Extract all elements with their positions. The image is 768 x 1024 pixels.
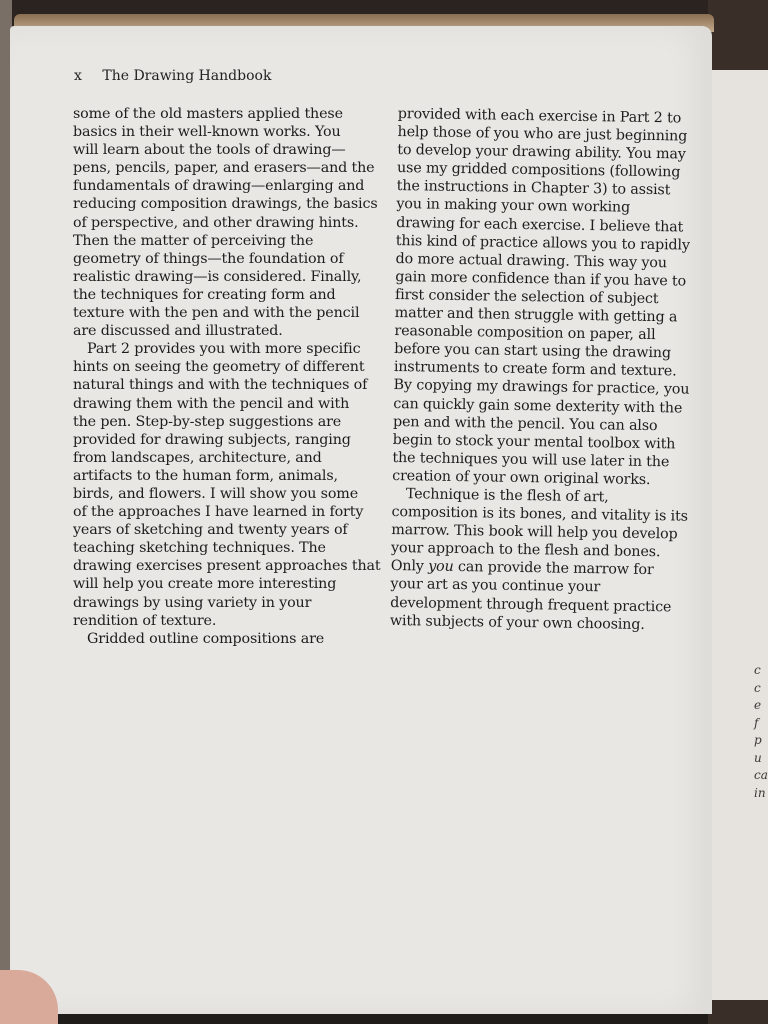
text-line: natural things and with the techniques of [73,377,368,394]
text-line: geometry of things—the foundation of [73,250,344,267]
text-line: artifacts to the human form, animals, [73,467,338,484]
left-text-column [73,105,381,648]
text-line: composition is its bones, and vitality is its [391,504,688,525]
facing-letter: p [754,733,762,747]
facing-letter: in [754,785,766,800]
text-line: creation of your own original works. [392,467,651,488]
facing-page-text [754,662,768,802]
text-line: of perspective, and other drawing hints. [73,214,359,231]
text-line: from landscapes, architecture, and [73,449,322,466]
paragraph-start-line: Technique is the flesh of art, [405,486,609,506]
text-line: texture with the pen and with the pencil [73,305,360,322]
text-line: marrow. This book will help you develop [391,522,678,543]
text-line: drawing exercises present approaches that [73,558,381,575]
text-line: reasonable composition on paper, all [394,323,656,344]
text-line: Then the matter of perceiving the [73,232,314,249]
text-line: will learn about the tools of drawing— [73,142,346,159]
book-title: The Drawing Handbook [102,68,272,84]
text-line: first consider the selection of subject [394,286,659,308]
text-line: pens, pencils, paper, and erasers—and the [73,160,375,177]
text-line: gain more confidence than if you have to [395,268,687,290]
text-line: development through frequent practice [390,594,672,615]
paragraph-start-line: Part 2 provides you with more specific [87,341,361,358]
text-line: the techniques for creating form and [73,286,336,303]
text-line: the instructions in Chapter 3) to assist [396,178,671,199]
text-line: use my gridded compositions (following [396,160,681,181]
text-line: this kind of practice allows you to rapidly [395,232,690,254]
facing-letter: c [754,680,761,695]
facing-letter: u [754,750,762,765]
facing-page [706,70,768,1000]
text-line: to develop your drawing ability. You may [397,142,686,163]
text-line: provided for drawing subjects, ranging [73,431,351,448]
page-number: x [74,68,82,84]
facing-letter: e [754,698,762,712]
text-line: your art as you continue your [390,576,601,596]
text-line: do more actual drawing. This way you [395,250,667,271]
facing-letter: ca [754,768,768,782]
text-line: provided with each exercise in Part 2 to [397,105,682,127]
text-line: before you can start using the drawing [394,341,672,362]
text-line: pen and with the pencil. You can also [392,413,658,434]
right-text-column [390,105,688,634]
text-line: teaching sketching techniques. The [73,540,326,557]
text-line: instruments to create form and texture. [393,359,677,380]
running-header [74,68,271,84]
paragraph-start-line: Gridded outline compositions are [87,630,325,647]
emphasized-word: you [427,558,454,576]
text-line: your approach to the flesh and bones. [390,540,661,561]
text-line: are discussed and illustrated. [73,323,283,340]
text-line: of the approaches I have learned in forty [73,504,364,521]
facing-letter: f [754,715,759,730]
text-line: help those of you who are just beginning [397,124,688,145]
facing-letter: c [754,663,761,677]
text-line: reducing composition drawings, the basics [73,196,378,213]
text-line: you in making your own working [396,196,631,217]
text-line: realistic drawing—is considered. Finally, [73,268,362,285]
text-line: fundamentals of drawing—enlarging and [73,178,365,195]
text-line: basics in their well-known works. You [73,124,341,141]
text-line: can quickly gain some dexterity with the [393,395,683,417]
text-fragment: Only [390,558,429,575]
text-line: hints on seeing the geometry of different [73,359,365,376]
text-line: rendition of texture. [73,612,217,629]
text-line: the techniques you will use later in the [392,449,670,471]
text-line: some of the old masters applied these [73,106,343,122]
text-line: will help you create more interesting [73,576,337,593]
text-line: drawings by using variety in your [73,594,312,611]
text-line: with subjects of your own choosing. [389,612,645,633]
text-line: By copying my drawings for practice, you [393,377,690,399]
text-line: matter and then struggle with getting a [394,305,678,326]
text-line: begin to stock your mental toolbox with [392,431,676,453]
text-line: drawing them with the pencil and with [73,395,350,412]
text-line: years of sketching and twenty years of [73,522,348,539]
text-line: drawing for each exercise. I believe that [396,214,684,236]
text-line: birds, and flowers. I will show you some [73,485,359,502]
text-line: the pen. Step-by-step suggestions are [73,413,342,430]
text-fragment: can provide the marrow for [457,559,654,579]
